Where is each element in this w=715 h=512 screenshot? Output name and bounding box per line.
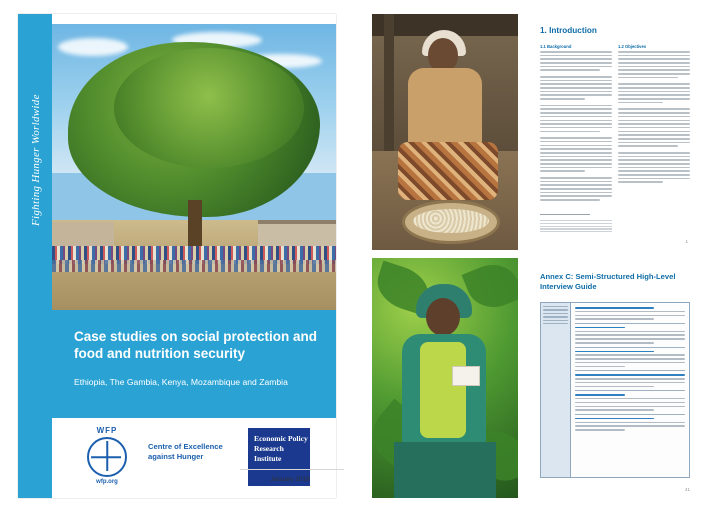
text-line [618, 83, 690, 85]
text-line [618, 73, 690, 75]
text-line [540, 195, 612, 197]
text-line [540, 76, 612, 78]
introduction-page [530, 14, 698, 250]
table-row-divider [575, 347, 685, 348]
text-line [543, 313, 568, 314]
table-row [575, 351, 654, 353]
text-line [618, 123, 690, 125]
text-line [540, 156, 612, 158]
text-line [540, 83, 612, 85]
text-line [618, 62, 690, 64]
text-line [540, 91, 612, 93]
footnote-line [540, 231, 612, 232]
table-row [575, 342, 654, 344]
table-row [575, 362, 685, 364]
table-row [575, 354, 685, 356]
text-line [618, 87, 690, 89]
page-number: 41 [684, 487, 690, 492]
page-title: 1. Introduction [540, 26, 597, 35]
tree-canopy [68, 42, 320, 217]
text-line [543, 320, 568, 321]
footnote-line [540, 226, 612, 227]
text-line [540, 69, 600, 71]
table-row [575, 331, 685, 333]
paragraph-block [540, 51, 612, 71]
person-head [426, 298, 460, 336]
paragraph-block [540, 76, 612, 100]
text-line [540, 170, 585, 172]
text-line [540, 152, 612, 154]
photo-woman-in-green-field [372, 258, 518, 498]
text-line [540, 105, 612, 107]
wfp-logo [76, 426, 138, 488]
text-line [618, 55, 690, 57]
paragraph-block [540, 177, 612, 201]
cover-date: January 2018 [270, 476, 310, 483]
text-line [618, 131, 690, 133]
text-line [618, 91, 690, 93]
text-line [540, 112, 612, 114]
text-line [618, 152, 690, 154]
page-title: Annex C: Semi-Structured High-Level Interview Guide [540, 272, 676, 291]
text-line [618, 94, 690, 96]
text-line [618, 181, 663, 183]
table-row [575, 398, 685, 400]
paragraph-block [540, 137, 612, 172]
table-row [575, 429, 625, 431]
tree-canopy-highlight [114, 48, 304, 168]
text-line [618, 77, 678, 79]
text-line [618, 170, 690, 172]
text-line [618, 69, 690, 71]
text-line [540, 141, 612, 143]
table-row [575, 311, 685, 313]
centre-of-excellence-label: Centre of Excellence against Hunger [148, 442, 223, 461]
tree-trunk [188, 200, 202, 250]
table-row-divider [575, 323, 685, 324]
table-row [575, 382, 685, 384]
paragraph-block [618, 51, 690, 78]
text-line [618, 167, 690, 169]
text-line [618, 145, 678, 147]
text-line [540, 94, 612, 96]
patterned-skirt [398, 142, 498, 200]
text-line [540, 145, 612, 147]
table-row [575, 386, 654, 388]
text-line [618, 163, 690, 165]
grain-basin [402, 200, 500, 244]
text-line [540, 127, 612, 129]
text-line [540, 137, 612, 139]
text-line [618, 120, 690, 122]
text-line [540, 148, 612, 150]
photo-woman-with-grain-basin [372, 14, 518, 250]
text-line [618, 116, 690, 118]
table-first-column [541, 303, 571, 477]
text-line [540, 108, 612, 110]
footnote-line [540, 223, 612, 224]
text-line [540, 87, 612, 89]
footnote-block [540, 220, 612, 234]
paragraph-block [540, 105, 612, 132]
text-line [540, 98, 585, 100]
intro-column-right [618, 44, 690, 188]
section-heading-background: 1.1 Background [540, 44, 572, 49]
table-row [575, 406, 685, 408]
table-row [575, 378, 685, 380]
table-content-column [571, 303, 689, 477]
text-line [540, 51, 612, 53]
table-row [575, 338, 685, 340]
report-subtitle: Ethiopia, The Gambia, Kenya, Mozambique and Zambia [74, 377, 288, 387]
globe-icon [87, 437, 127, 477]
table-row [575, 327, 625, 329]
text-line [543, 316, 568, 317]
interview-guide-table [540, 302, 690, 478]
text-line [540, 62, 612, 64]
text-line [540, 181, 612, 183]
table-row [575, 318, 654, 320]
section-heading-objectives: 1.2 Objectives [618, 44, 647, 49]
text-line [540, 188, 612, 190]
green-garment [420, 342, 466, 438]
text-line [540, 184, 612, 186]
wfp-url-label: wfp.org [96, 479, 118, 485]
text-line [540, 177, 612, 179]
spine-text: Fighting Hunger Worldwide [30, 94, 42, 226]
page-number: 1 [685, 239, 688, 244]
text-line [618, 66, 690, 68]
text-line [618, 108, 690, 110]
text-line [618, 51, 690, 53]
report-title: Case studies on social protection and food and nutrition security [74, 329, 318, 361]
footnote-line [540, 220, 612, 221]
table-row [575, 334, 685, 336]
cover-body [52, 14, 336, 498]
table-row [575, 366, 625, 368]
text-line [618, 174, 690, 176]
text-line [618, 112, 690, 114]
text-line [618, 138, 690, 140]
text-line [618, 159, 690, 161]
table-row [575, 394, 625, 396]
grain-pile [413, 209, 489, 233]
cloud-shape [58, 38, 128, 56]
footnote-line [540, 228, 612, 229]
text-line [543, 306, 568, 307]
text-line [618, 178, 690, 180]
cover-title-band [52, 310, 336, 418]
paragraph-block [618, 152, 690, 183]
id-card [452, 366, 480, 386]
text-line [540, 192, 612, 194]
text-line [543, 309, 568, 310]
paragraph-block [618, 83, 690, 103]
table-row-divider [575, 414, 685, 415]
table-row [575, 425, 685, 427]
text-line [618, 142, 690, 144]
crowd-of-people-second-row [52, 260, 336, 272]
table-row-divider [575, 370, 685, 371]
text-line [540, 163, 612, 165]
paragraph-block [618, 108, 690, 146]
footnote-divider [540, 214, 590, 215]
table-row [575, 315, 685, 317]
text-line [618, 102, 663, 104]
text-line [618, 134, 690, 136]
wfp-logo-label: WFP [96, 426, 118, 435]
person-head [428, 38, 458, 72]
text-line [540, 120, 612, 122]
text-line [618, 156, 690, 158]
text-line [618, 58, 690, 60]
table-row-divider [575, 390, 685, 391]
text-line [618, 127, 690, 129]
table-row [575, 307, 654, 309]
table-row [575, 418, 654, 420]
cover-photo-tree-and-crowd [52, 24, 336, 310]
annex-c-page [530, 258, 698, 498]
text-line [540, 159, 612, 161]
text-line [540, 66, 612, 68]
text-line [540, 199, 600, 201]
table-row [575, 409, 654, 411]
text-line [540, 131, 600, 133]
lower-garment [394, 442, 496, 498]
report-cover-page [18, 14, 336, 498]
table-row [575, 374, 685, 376]
text-line [540, 116, 612, 118]
text-line [540, 167, 612, 169]
cover-spine [18, 14, 52, 498]
table-row [575, 358, 685, 360]
text-line [540, 58, 612, 60]
epri-logo: Economic Policy Research Institute [248, 428, 310, 486]
table-row [575, 402, 685, 404]
text-line [540, 80, 612, 82]
text-line [540, 123, 612, 125]
table-row [575, 422, 685, 424]
building-shape [52, 222, 114, 248]
text-line [543, 323, 568, 324]
text-line [540, 55, 612, 57]
intro-column-left [540, 44, 612, 206]
text-line [618, 98, 690, 100]
